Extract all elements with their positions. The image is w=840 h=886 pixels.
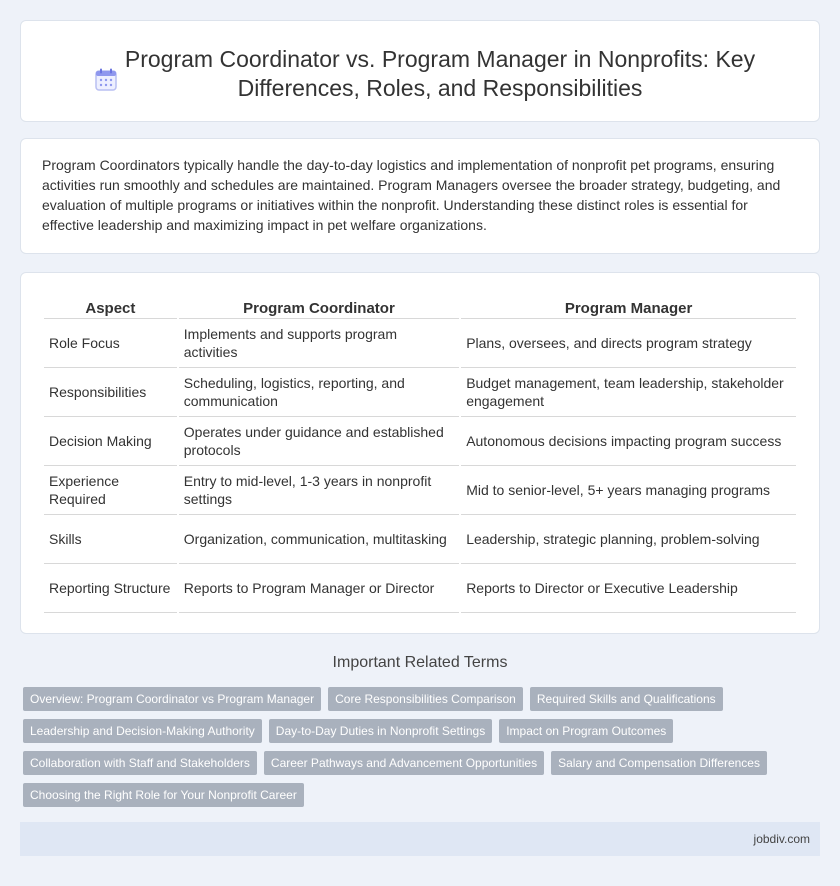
table-cell: Leadership, strategic planning, problem-solving bbox=[461, 515, 796, 564]
table-cell: Skills bbox=[44, 515, 177, 564]
table-cell: Autonomous decisions impacting program success bbox=[461, 417, 796, 466]
table-row bbox=[44, 319, 796, 368]
table-cell: Plans, oversees, and directs program strategy bbox=[461, 319, 796, 368]
related-terms-list bbox=[23, 687, 783, 807]
table-cell: Reports to Director or Executive Leadership bbox=[461, 564, 796, 613]
footer-site-link[interactable]: jobdiv.com bbox=[753, 832, 810, 846]
related-term-tag[interactable]: Career Pathways and Advancement Opportunities bbox=[264, 751, 544, 775]
related-term-tag[interactable]: Required Skills and Qualifications bbox=[530, 687, 723, 711]
column-header: Aspect bbox=[44, 295, 177, 319]
table-row bbox=[44, 564, 796, 613]
table-row bbox=[44, 515, 796, 564]
related-term-tag[interactable]: Day-to-Day Duties in Nonprofit Settings bbox=[269, 719, 492, 743]
table-cell: Decision Making bbox=[44, 417, 177, 466]
table-cell: Organization, communication, multitasking bbox=[179, 515, 459, 564]
table-cell: Entry to mid-level, 1-3 years in nonprofit settings bbox=[179, 466, 459, 515]
table-cell: Experience Required bbox=[44, 466, 177, 515]
related-term-tag[interactable]: Choosing the Right Role for Your Nonprofit Career bbox=[23, 783, 304, 807]
related-terms-title: Important Related Terms bbox=[332, 654, 508, 671]
comparison-table bbox=[42, 295, 798, 613]
related-term-tag[interactable]: Leadership and Decision-Making Authority bbox=[23, 719, 262, 743]
table-cell: Mid to senior-level, 5+ years managing programs bbox=[461, 466, 796, 515]
related-term-tag[interactable]: Impact on Program Outcomes bbox=[499, 719, 673, 743]
table-cell: Reports to Program Manager or Director bbox=[179, 564, 459, 613]
intro-card bbox=[20, 138, 820, 254]
related-term-tag[interactable]: Salary and Compensation Differences bbox=[551, 751, 767, 775]
related-term-tag[interactable]: Overview: Program Coordinator vs Program Manager bbox=[23, 687, 321, 711]
table-cell: Implements and supports program activities bbox=[179, 319, 459, 368]
column-header: Program Manager bbox=[461, 295, 796, 319]
table-header-row bbox=[44, 295, 796, 319]
table-row bbox=[44, 466, 796, 515]
table-row bbox=[44, 368, 796, 417]
table-cell: Scheduling, logistics, reporting, and communication bbox=[179, 368, 459, 417]
column-header: Program Coordinator bbox=[179, 295, 459, 319]
table-cell: Reporting Structure bbox=[44, 564, 177, 613]
table-cell: Responsibilities bbox=[44, 368, 177, 417]
related-term-tag[interactable]: Collaboration with Staff and Stakeholders bbox=[23, 751, 257, 775]
header-card bbox=[20, 20, 820, 122]
table-cell: Role Focus bbox=[44, 319, 177, 368]
comparison-card bbox=[20, 272, 820, 634]
table-cell: Operates under guidance and established protocols bbox=[179, 417, 459, 466]
footer bbox=[20, 822, 820, 856]
intro-text: Program Coordinators typically handle the day-to-day logistics and implementation of nonprofit pet programs, ensuring activities run smoothly and schedules are maintained. Program Managers oversee the broader strategy, budgeting, and evaluation of multiple programs or initiatives within the nonprofit. Understanding these distinct roles is essential for effective leadership and maximizing impact in pet welfare organizations. bbox=[42, 157, 781, 233]
table-cell: Budget management, team leadership, stakeholder engagement bbox=[461, 368, 796, 417]
related-term-tag[interactable]: Core Responsibilities Comparison bbox=[328, 687, 523, 711]
page-title: Program Coordinator vs. Program Manager in Nonprofits: Key Differences, Roles, and Responsibilities bbox=[124, 46, 756, 101]
table-row bbox=[44, 417, 796, 466]
